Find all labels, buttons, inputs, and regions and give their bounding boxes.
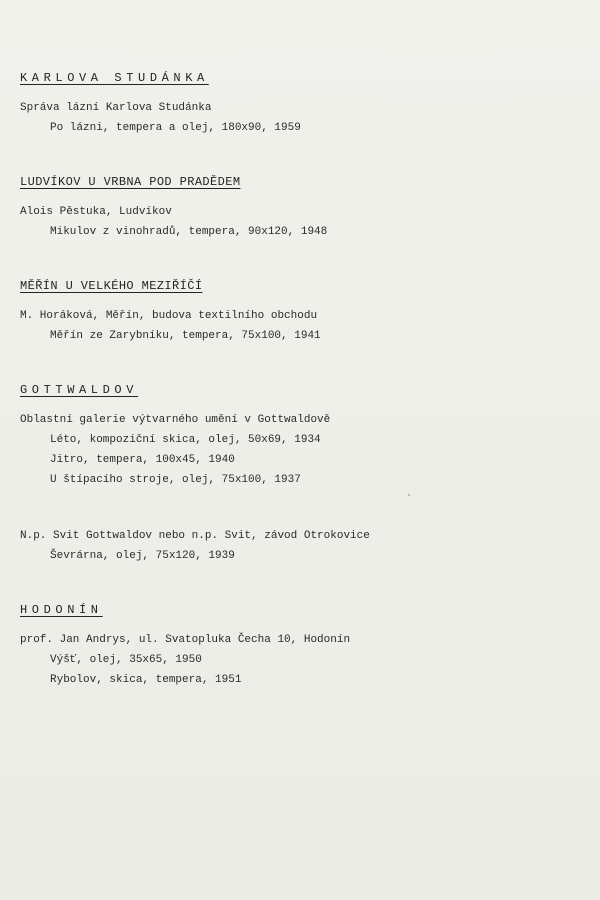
section-karlova-studanka bbox=[20, 70, 580, 138]
section-heading: GOTTWALDOV bbox=[20, 383, 139, 397]
owner-line: Oblastní galerie výtvarného umění v Gottwaldově bbox=[20, 414, 331, 426]
work-line: Rybolov, skica, tempera, 1951 bbox=[50, 674, 242, 686]
section-ludvikov bbox=[20, 174, 580, 242]
work-line: U štípacího stroje, olej, 75x100, 1937 bbox=[50, 474, 301, 486]
section-heading: MĚŘÍN U VELKÉHO MEZIŘÍČÍ bbox=[20, 279, 203, 293]
work-line: Jitro, tempera, 100x45, 1940 bbox=[50, 454, 235, 466]
work-line: Mikulov z vinohradů, tempera, 90x120, 1948 bbox=[50, 226, 328, 238]
section-merin bbox=[20, 278, 580, 346]
section-gottwaldov bbox=[20, 382, 580, 490]
work-line: Po lázni, tempera a olej, 180x90, 1959 bbox=[50, 122, 301, 134]
section-heading: LUDVÍKOV U VRBNA POD PRADĚDEM bbox=[20, 175, 241, 189]
work-line: Měřín ze Zarybníku, tempera, 75x100, 1941 bbox=[50, 330, 321, 342]
owner-line: M. Horáková, Měřín, budova textilního obchodu bbox=[20, 310, 318, 322]
section-hodonin bbox=[20, 602, 580, 690]
section-heading: KARLOVA STUDÁNKA bbox=[20, 71, 209, 85]
work-line: Ševrárna, olej, 75x120, 1939 bbox=[50, 550, 235, 562]
owner-line: prof. Jan Andrys, ul. Svatopluka Čecha 10, Hodonín bbox=[20, 634, 351, 646]
work-line: Výšť, olej, 35x65, 1950 bbox=[50, 654, 202, 666]
paper-speck bbox=[408, 494, 410, 496]
section-heading: HODONÍN bbox=[20, 603, 103, 617]
owner-line: N.p. Svit Gottwaldov nebo n.p. Svit, závod Otrokovice bbox=[20, 530, 370, 542]
owner-line: Alois Pěstuka, Ludvíkov bbox=[20, 206, 172, 218]
owner-line: Správa lázní Karlova Studánka bbox=[20, 102, 212, 114]
work-line: Léto, kompoziční skica, olej, 50x69, 1934 bbox=[50, 434, 321, 446]
section-svit bbox=[20, 526, 580, 566]
